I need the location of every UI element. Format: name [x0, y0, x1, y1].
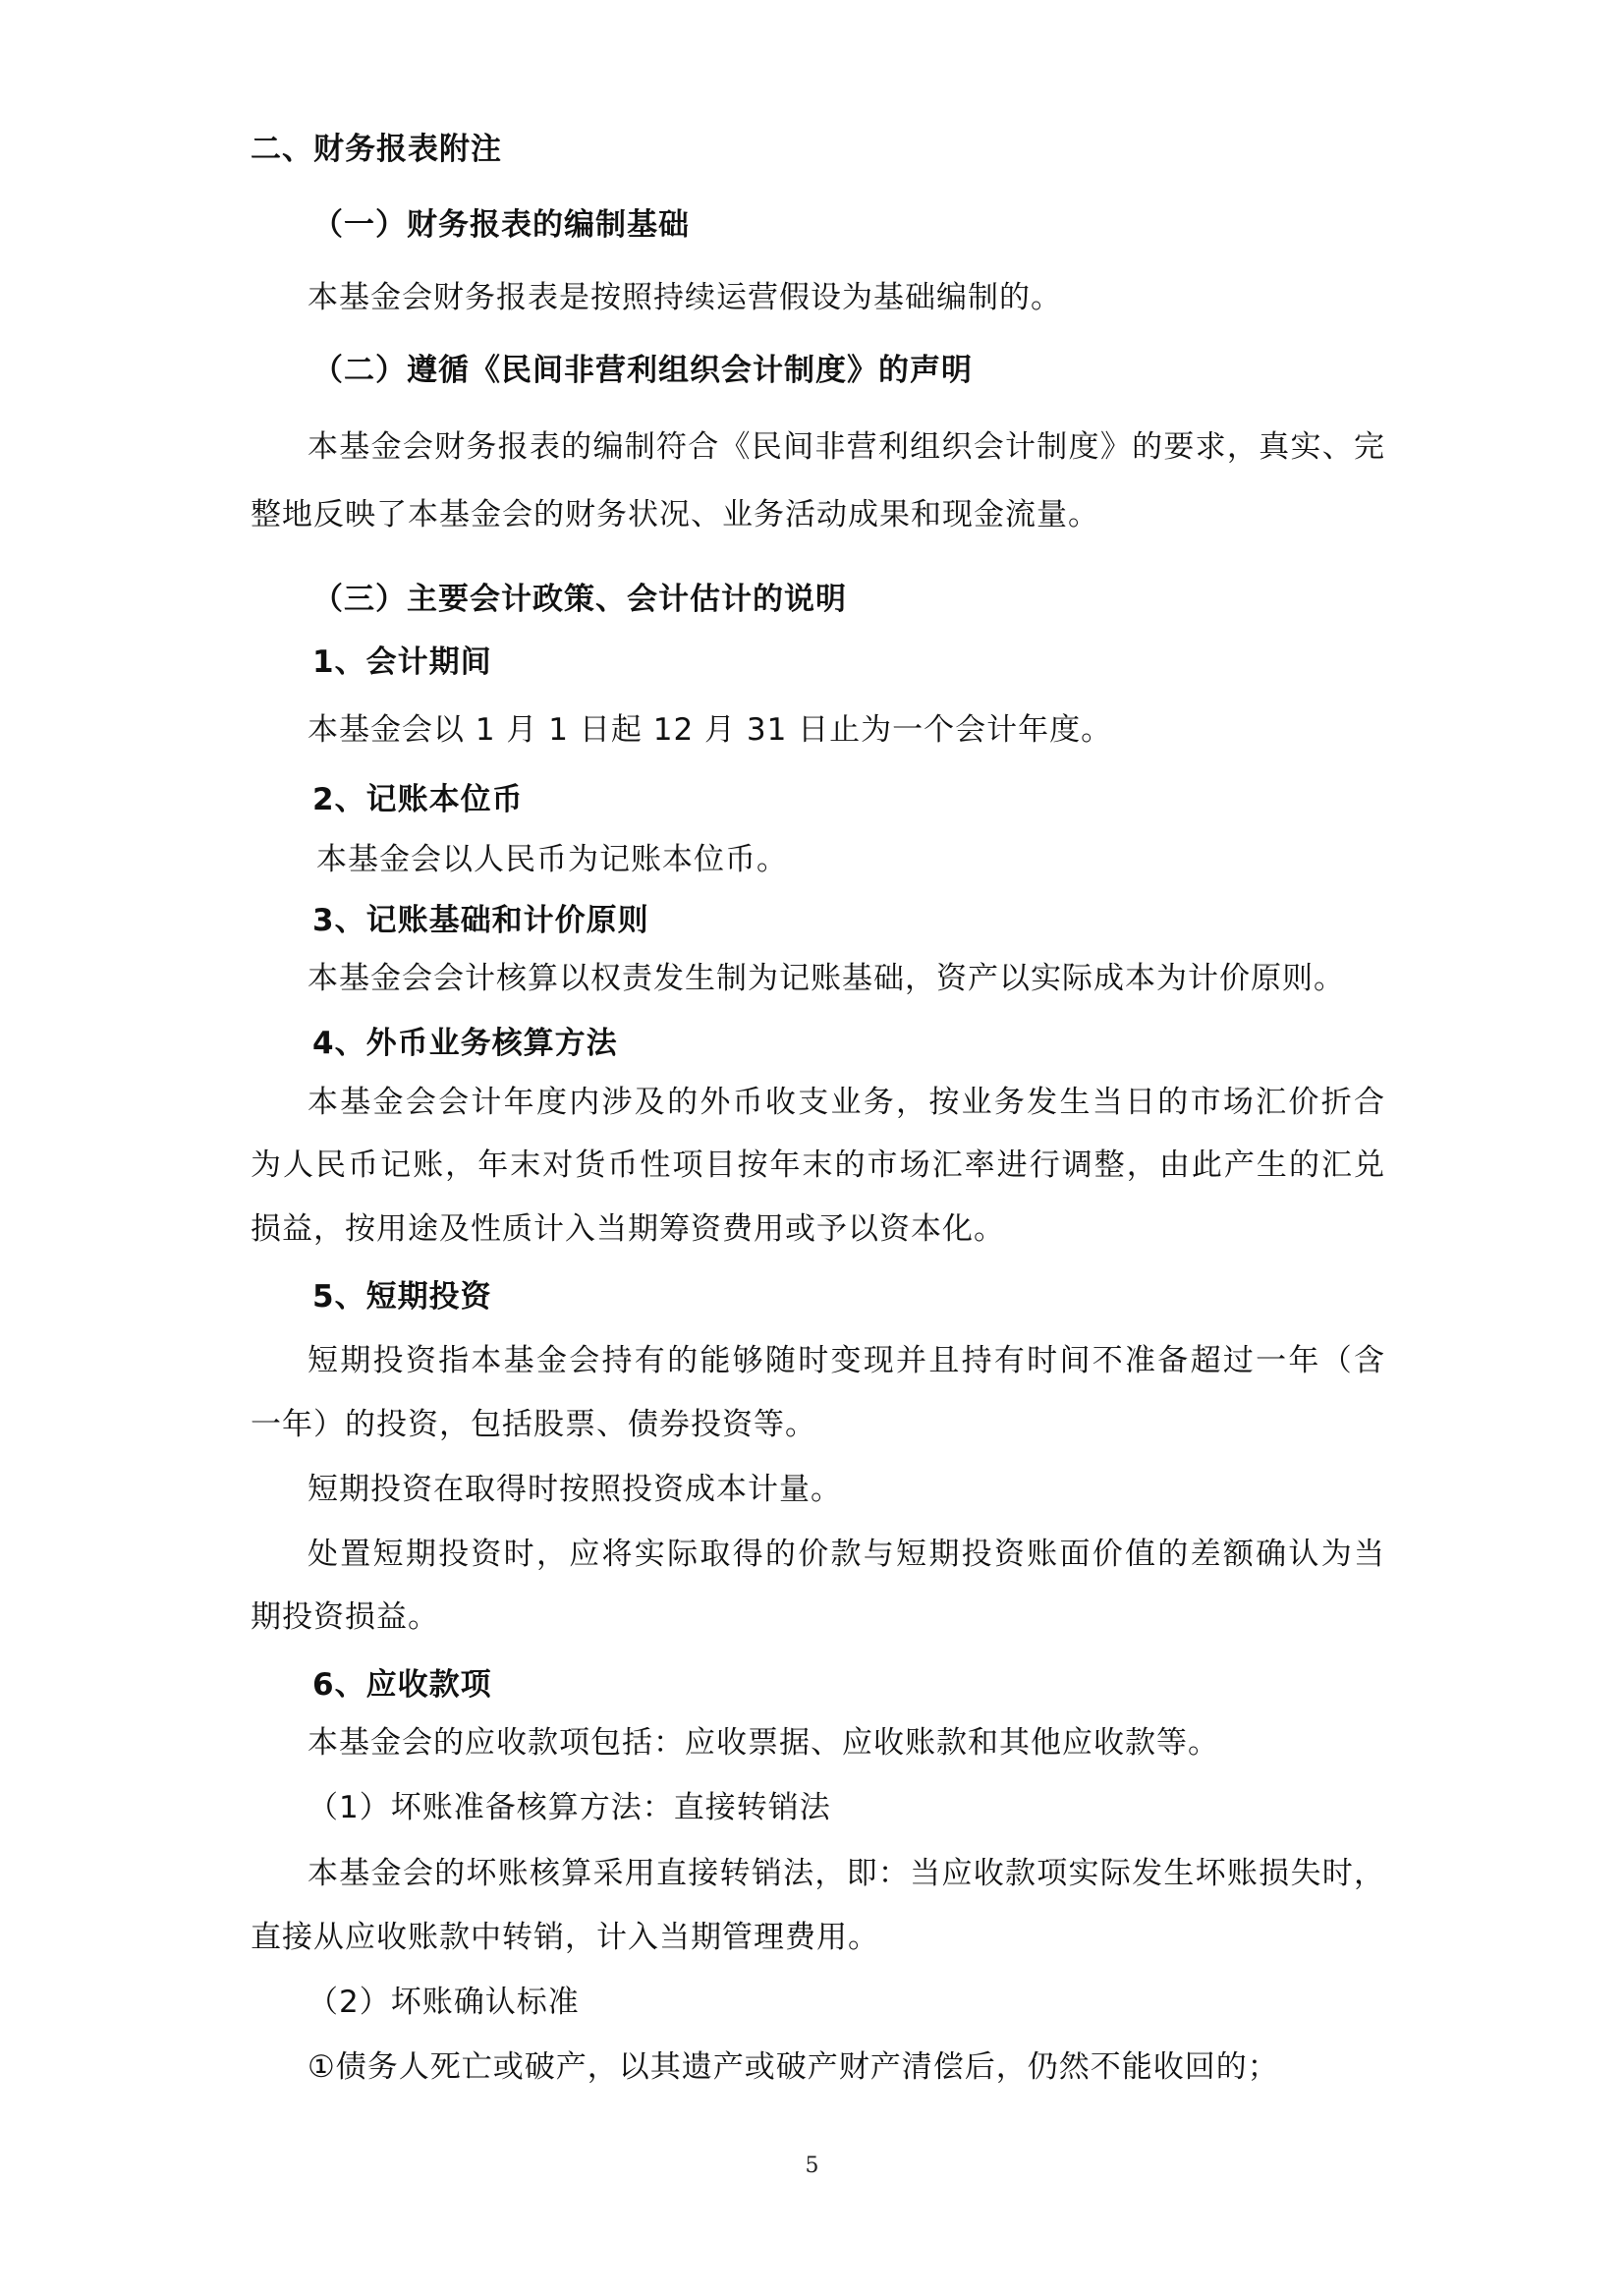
- paragraph-line: 一年）的投资，包括股票、债券投资等。: [251, 1407, 816, 1442]
- paragraph-line: 本基金会财务报表的编制符合《民间非营利组织会计制度》的要求，真实、完: [308, 429, 1385, 465]
- paragraph-line: 直接从应收账款中转销，计入当期管理费用。: [251, 1920, 879, 1955]
- paragraph: 本基金会财务报表是按照持续运营假设为基础编制的。: [308, 280, 1062, 315]
- paragraph-line: 整地反映了本基金会的财务状况、业务活动成果和现金流量。: [251, 497, 1099, 532]
- paragraph-line: 本基金会的应收款项包括：应收票据、应收账款和其他应收款等。: [308, 1725, 1219, 1761]
- paragraph-line: 短期投资在取得时按照投资成本计量。: [308, 1472, 842, 1507]
- paragraph-line: 短期投资指本基金会持有的能够随时变现并且持有时间不准备超过一年（含: [308, 1343, 1385, 1378]
- item-heading-4: 4、外币业务核算方法: [312, 1026, 618, 1061]
- paragraph: 本基金会会计核算以权责发生制为记账基础，资产以实际成本为计价原则。: [308, 961, 1345, 996]
- paragraph-line: 本基金会会计年度内涉及的外币收支业务，按业务发生当日的市场汇价折合: [308, 1085, 1385, 1120]
- page-number: 5: [805, 2154, 819, 2178]
- paragraph-line: 损益，按用途及性质计入当期筹资费用或予以资本化。: [251, 1211, 1005, 1247]
- subsection-heading-1: （一）财务报表的编制基础: [312, 207, 690, 243]
- section-heading: 二、财务报表附注: [251, 132, 502, 167]
- paragraph-line: （1）坏账准备核算方法：直接转销法: [308, 1790, 831, 1825]
- paragraph: 本基金会以 1 月 1 日起 12 月 31 日止为一个会计年度。: [308, 712, 1113, 748]
- item-heading-2: 2、记账本位币: [312, 782, 524, 817]
- paragraph-line: 为人民币记账，年末对货币性项目按年末的市场汇率进行调整，由此产生的汇兑: [251, 1148, 1385, 1183]
- subsection-heading-3: （三）主要会计政策、会计估计的说明: [312, 582, 847, 617]
- item-heading-1: 1、会计期间: [312, 644, 492, 680]
- paragraph-line: 期投资损益。: [251, 1599, 439, 1635]
- subsection-heading-2: （二）遵循《民间非营利组织会计制度》的声明: [312, 353, 973, 388]
- paragraph-line: （2）坏账确认标准: [308, 1985, 580, 2020]
- paragraph: 本基金会以人民币为记账本位币。: [316, 842, 788, 877]
- paragraph-line: 处置短期投资时，应将实际取得的价款与短期投资账面价值的差额确认为当: [308, 1537, 1385, 1572]
- item-heading-5: 5、短期投资: [312, 1279, 492, 1315]
- item-heading-6: 6、应收款项: [312, 1667, 492, 1703]
- paragraph-line: 本基金会的坏账核算采用直接转销法，即：当应收款项实际发生坏账损失时，: [308, 1856, 1385, 1891]
- paragraph-line: ①债务人死亡或破产，以其遗产或破产财产清偿后，仍然不能收回的；: [308, 2049, 1279, 2085]
- item-heading-3: 3、记账基础和计价原则: [312, 903, 649, 938]
